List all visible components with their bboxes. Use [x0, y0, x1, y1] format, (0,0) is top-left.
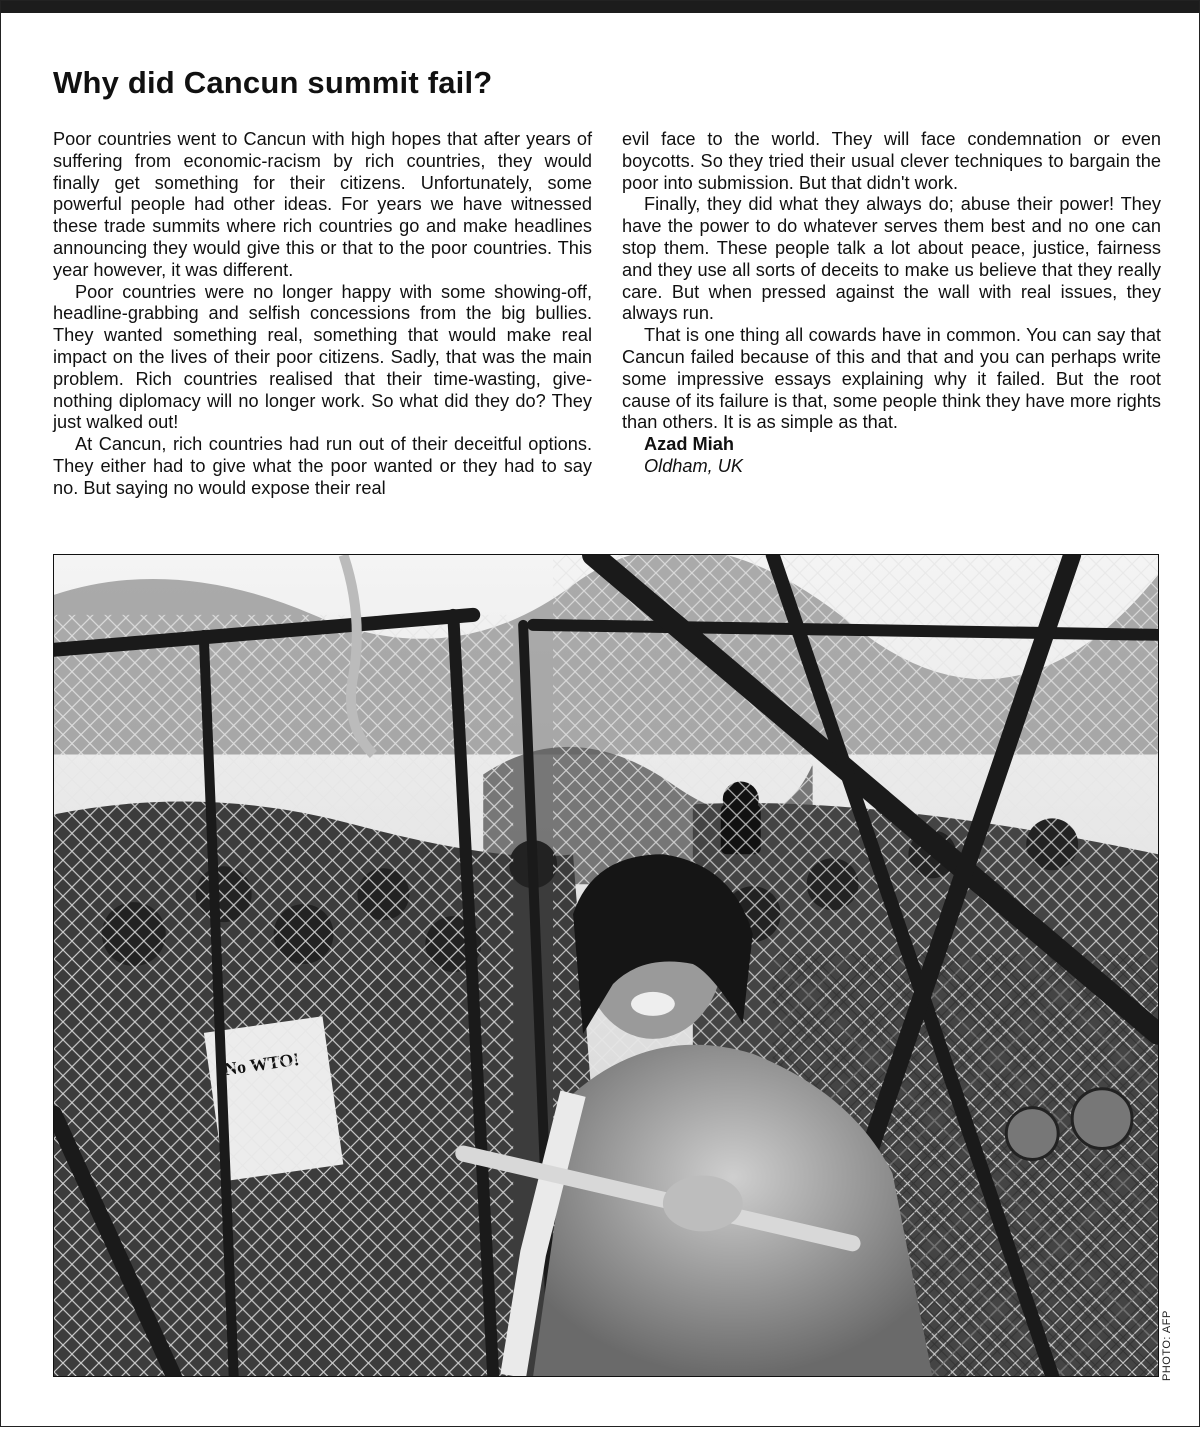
- top-rule: [1, 1, 1199, 13]
- news-photo: [53, 554, 1159, 1377]
- column-left: [53, 129, 592, 529]
- paragraph: Finally, they did what they always do; abuse their power! They have the power to do whatever serves them best and no one can stop them. These people talk a lot about peace, justice, fairness and they use all sorts of deceits to make us believe that they really care. But when pressed against the wall with real issues, they always run.: [622, 194, 1161, 324]
- protest-photo-illustration: [54, 555, 1158, 1376]
- photo-credit: PHOTO: AFP: [1161, 1310, 1173, 1381]
- article-body: [53, 129, 1161, 529]
- column-right: [622, 129, 1161, 529]
- author-name: Azad Miah: [644, 434, 734, 455]
- paragraph: That is one thing all cowards have in common. You can say that Cancun failed because of this and that and you can perhaps write some impressive essays explaining why it failed. But the root cause of its failure is that, some people think they have more rights than others. It is as simple as that.: [622, 325, 1161, 433]
- paragraph: Poor countries went to Cancun with high hopes that after years of suffering from economic-racism by rich countries, they would finally get something for their citizens. Unfortunately, some powerful people had other ideas. For years we have witnessed these trade summits where rich countries go and make headlines announcing they would give this or that to the poor countries. This year however, it was different.: [53, 129, 592, 280]
- headline: Why did Cancun summit fail?: [53, 65, 493, 100]
- paragraph: At Cancun, rich countries had run out of their deceitful options. They either had to give what the poor wanted or they had to say no. But saying no would expose their real: [53, 434, 592, 498]
- paragraph: Poor countries were no longer happy with some showing-off, headline-grabbing and selfish concessions from the big bullies. They wanted something real, something that would make real impact on the lives of their poor citizens. Sadly, that was the main problem. Rich countries realised that their time-wasting, give-nothing diplomacy will no longer work. So what did they do? They just walked out!: [53, 281, 592, 433]
- paragraph: evil face to the world. They will face condemnation or even boycotts. So they tried their usual clever techniques to bargain the poor into submission. But that didn't work.: [622, 129, 1161, 193]
- author-location: Oldham, UK: [644, 455, 744, 476]
